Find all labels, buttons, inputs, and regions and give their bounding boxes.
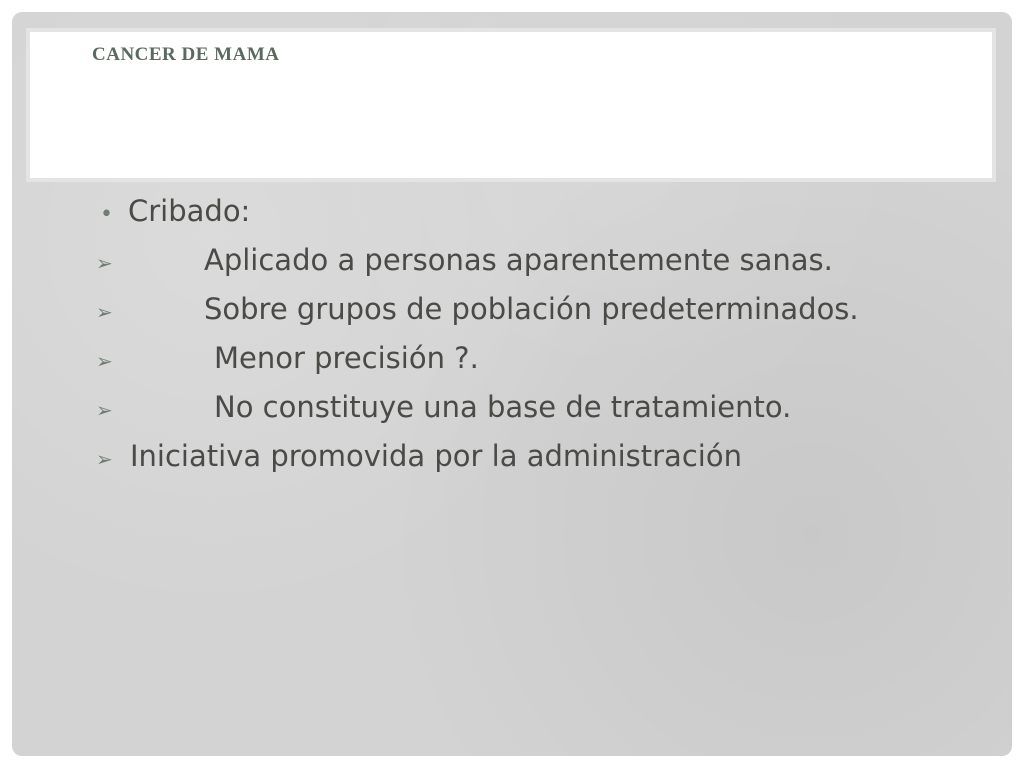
- list-item-text: Sobre grupos de población predeterminados.: [204, 292, 859, 326]
- slide-title: CANCER DE MAMA: [92, 44, 280, 65]
- list-item: [96, 439, 996, 488]
- list-item: [96, 390, 996, 439]
- slide: [12, 12, 1012, 756]
- arrow-bullet-icon: ➢: [96, 251, 113, 275]
- list-item-text: No constituye una base de tratamiento.: [214, 390, 792, 424]
- arrow-bullet-icon: ➢: [96, 447, 113, 471]
- list-item-text: Cribado:: [128, 194, 251, 228]
- bullet-list: [96, 194, 996, 488]
- list-item: [96, 194, 996, 243]
- list-item: [96, 292, 996, 341]
- arrow-bullet-icon: ➢: [96, 300, 113, 324]
- arrow-bullet-icon: ➢: [96, 398, 113, 422]
- list-item: [96, 243, 996, 292]
- list-item-text: Menor precisión ?.: [214, 341, 479, 375]
- bullet-dot-icon: •: [100, 202, 113, 227]
- arrow-bullet-icon: ➢: [96, 349, 113, 373]
- list-item-text: Iniciativa promovida por la administración: [130, 439, 742, 473]
- list-item-text: Aplicado a personas aparentemente sanas.: [204, 243, 833, 277]
- title-box: [30, 32, 992, 178]
- list-item: [96, 341, 996, 390]
